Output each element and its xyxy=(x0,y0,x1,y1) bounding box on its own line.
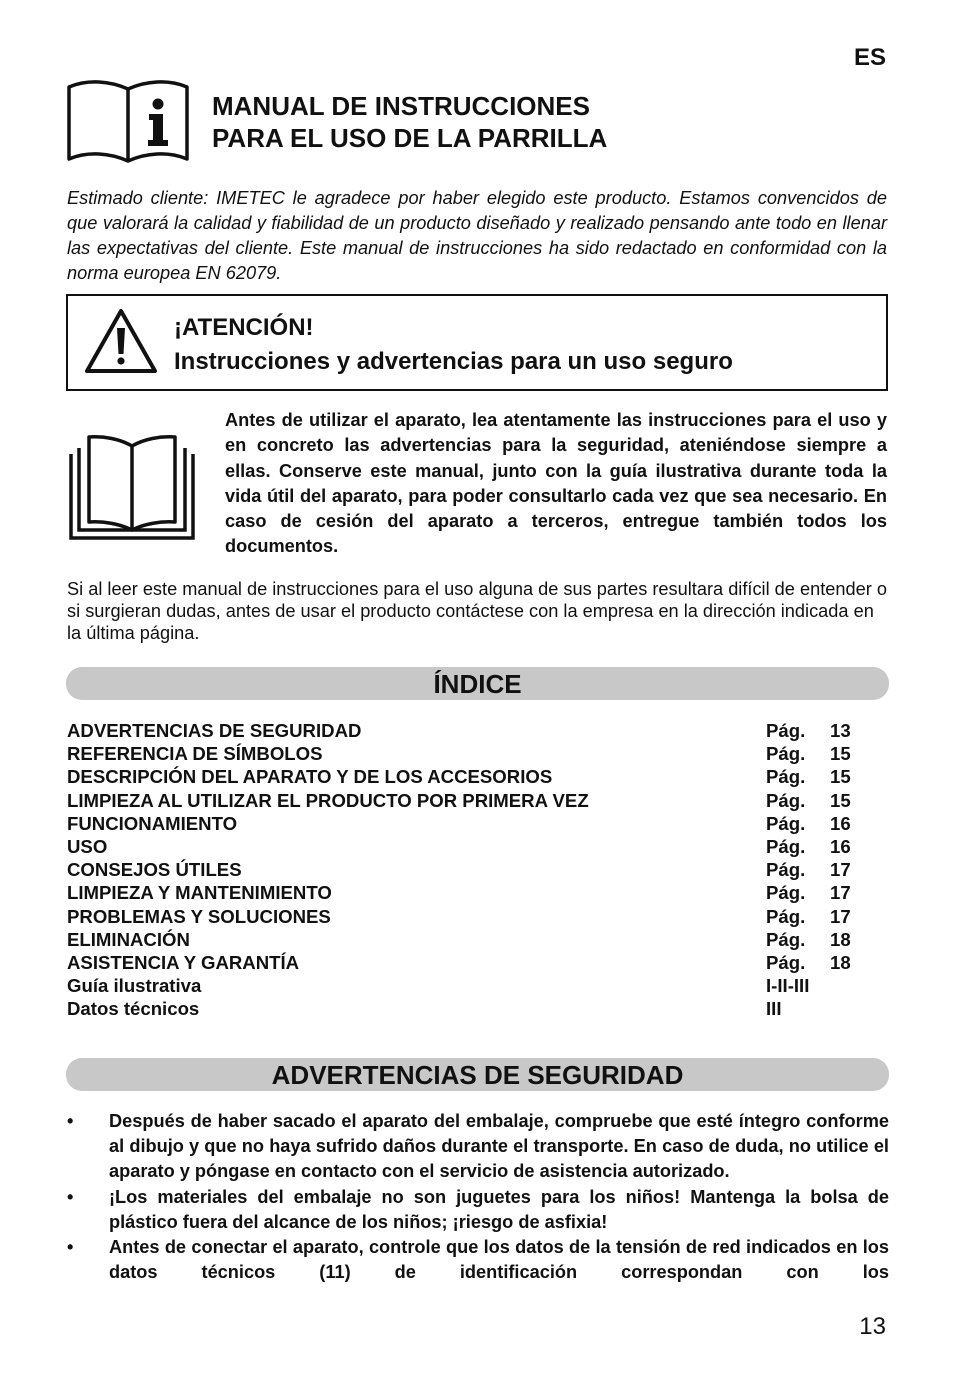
intro-paragraph: Estimado cliente: IMETEC le agradece por haber elegido este producto. Estamos convencidos de que valorará la calidad y fiabilidad de un producto diseñado y realizado pensando ante todo en llenar las expectativas del cliente. Este manual de instrucciones ha sido redactado en conformidad con la norma europea EN 62079. xyxy=(67,188,887,283)
toc-entry-page-label: Pág. xyxy=(766,951,806,973)
warning-heading xyxy=(174,311,733,379)
toc-entry xyxy=(67,812,867,835)
safety-item-text: Después de haber sacado el aparato del embalaje, compruebe que esté íntegro conforme al dibujo y que no haya sufrido daños durante el transporte. En caso de duda, no utilice el aparato y póngase en contacto con el servicio de asistencia autorizado. xyxy=(109,1111,889,1182)
toc-entry-page-number: 13 xyxy=(830,720,851,741)
toc-entry-page-number: 16 xyxy=(830,835,851,857)
bullet-icon: • xyxy=(67,1186,74,1207)
toc-entry-page-number: 15 xyxy=(830,766,851,788)
toc-entry-page-label: Pág. xyxy=(766,766,806,788)
contact-paragraph: Si al leer este manual de instrucciones para el uso alguna de sus partes resultara difícil de entender o si surgieran dudas, antes de usar el producto contáctese con la empresa en la dirección indicada en la última página. xyxy=(67,579,887,643)
toc-entry xyxy=(67,881,867,904)
toc-entry xyxy=(67,742,867,765)
toc-entry-page-number: 15 xyxy=(830,743,851,765)
warning-triangle-icon xyxy=(84,308,158,374)
toc-entry xyxy=(67,719,867,742)
toc-entry-title: PROBLEMAS Y SOLUCIONES xyxy=(67,905,331,927)
bullet-icon: • xyxy=(67,1237,74,1258)
toc-entry-page-label: Pág. xyxy=(766,905,806,927)
safety-list xyxy=(67,1109,889,1285)
toc-entry xyxy=(67,835,867,858)
toc-entry-page-number: 17 xyxy=(830,905,851,927)
toc-entry xyxy=(67,789,867,812)
toc-entry-page-label: I-II-III xyxy=(766,975,810,997)
toc-entry xyxy=(67,974,867,997)
read-manual-paragraph: Antes de utilizar el aparato, lea atentamente las instrucciones para el uso y en concreto las advertencias para la seguridad, ateniéndose siempre a ellas. Conserve este manual, junto con la guía ilustrativa durante toda la vida útil del aparato, para poder consultarlo cada vez que sea necesario. En caso de cesión del aparato a terceros, entregue también todos los documentos. xyxy=(225,410,887,557)
toc-entry-page-label: Pág. xyxy=(766,928,806,950)
toc-entry-title: DESCRIPCIÓN DEL APARATO Y DE LOS ACCESORIOS xyxy=(67,766,553,788)
toc-entry-page-label: Pág. xyxy=(766,859,806,881)
title-line-2: PARA EL USO DE LA PARRILLA xyxy=(212,123,608,153)
toc-entry xyxy=(67,928,867,951)
toc-entry-page-label: Pág. xyxy=(766,835,806,857)
toc-entry xyxy=(67,997,867,1020)
toc-entry-title: CONSEJOS ÚTILES xyxy=(67,859,242,881)
open-book-icon xyxy=(68,434,196,540)
index-heading: ÍNDICE xyxy=(66,667,889,700)
toc-entry-page-number: 15 xyxy=(830,789,851,811)
safety-heading: ADVERTENCIAS DE SEGURIDAD xyxy=(66,1058,889,1091)
toc-entry-page-label: III xyxy=(766,998,782,1020)
toc-entry-title: USO xyxy=(67,835,108,857)
language-code: ES xyxy=(853,44,886,71)
bullet-icon: • xyxy=(67,1111,74,1131)
toc-entry-page-number: 17 xyxy=(830,859,851,881)
toc-entry-title: Guía ilustrativa xyxy=(67,975,202,997)
toc-entry-title: LIMPIEZA Y MANTENIMIENTO xyxy=(67,882,332,904)
toc-entry-title: REFERENCIA DE SÍMBOLOS xyxy=(67,743,323,765)
toc-entry-title: ELIMINACIÓN xyxy=(67,928,190,950)
safety-list-item xyxy=(67,1235,889,1285)
toc-entry xyxy=(67,951,867,974)
toc-entry-page-number: 18 xyxy=(830,928,851,950)
page-title xyxy=(212,90,607,154)
toc-entry-page-number: 18 xyxy=(830,951,851,973)
toc-entry-title: ADVERTENCIAS DE SEGURIDAD xyxy=(67,720,362,741)
toc-entry xyxy=(67,905,867,928)
toc-entry-page-label: Pág. xyxy=(766,882,806,904)
toc-entry-page-label: Pág. xyxy=(766,743,806,765)
title-line-1: MANUAL DE INSTRUCCIONES xyxy=(212,91,590,121)
safety-item-text: Antes de conectar el aparato, controle que los datos de la tensión de red indicados en los datos técnicos (11) de identificación correspondan con los xyxy=(109,1237,889,1283)
page-number: 13 xyxy=(859,1313,886,1340)
info-manual-icon xyxy=(66,80,190,168)
toc-entry-page-number: 17 xyxy=(830,882,851,904)
table-of-contents xyxy=(67,719,867,1020)
toc-entry-title: LIMPIEZA AL UTILIZAR EL PRODUCTO POR PRIMERA VEZ xyxy=(67,789,589,811)
toc-entry-title: FUNCIONAMIENTO xyxy=(67,812,238,834)
toc-entry-page-label: Pág. xyxy=(766,789,806,811)
safety-list-item xyxy=(67,1109,889,1185)
warning-line-2: Instrucciones y advertencias para un uso seguro xyxy=(174,348,733,375)
toc-entry-page-label: Pág. xyxy=(766,720,806,741)
toc-entry xyxy=(67,765,867,788)
safety-item-text: ¡Los materiales del embalaje no son juguetes para los niños! Mantenga la bolsa de plástico fuera del alcance de los niños; ¡riesgo de asfixia! xyxy=(109,1186,889,1232)
safety-list-item xyxy=(67,1185,889,1235)
toc-entry-title: Datos técnicos xyxy=(67,998,200,1020)
warning-box xyxy=(66,294,888,391)
toc-entry xyxy=(67,858,867,881)
toc-entry-page-number: 16 xyxy=(830,812,851,834)
toc-entry-title: ASISTENCIA Y GARANTÍA xyxy=(67,951,300,973)
toc-entry-page-label: Pág. xyxy=(766,812,806,834)
warning-line-1: ¡ATENCIÓN! xyxy=(174,314,314,341)
